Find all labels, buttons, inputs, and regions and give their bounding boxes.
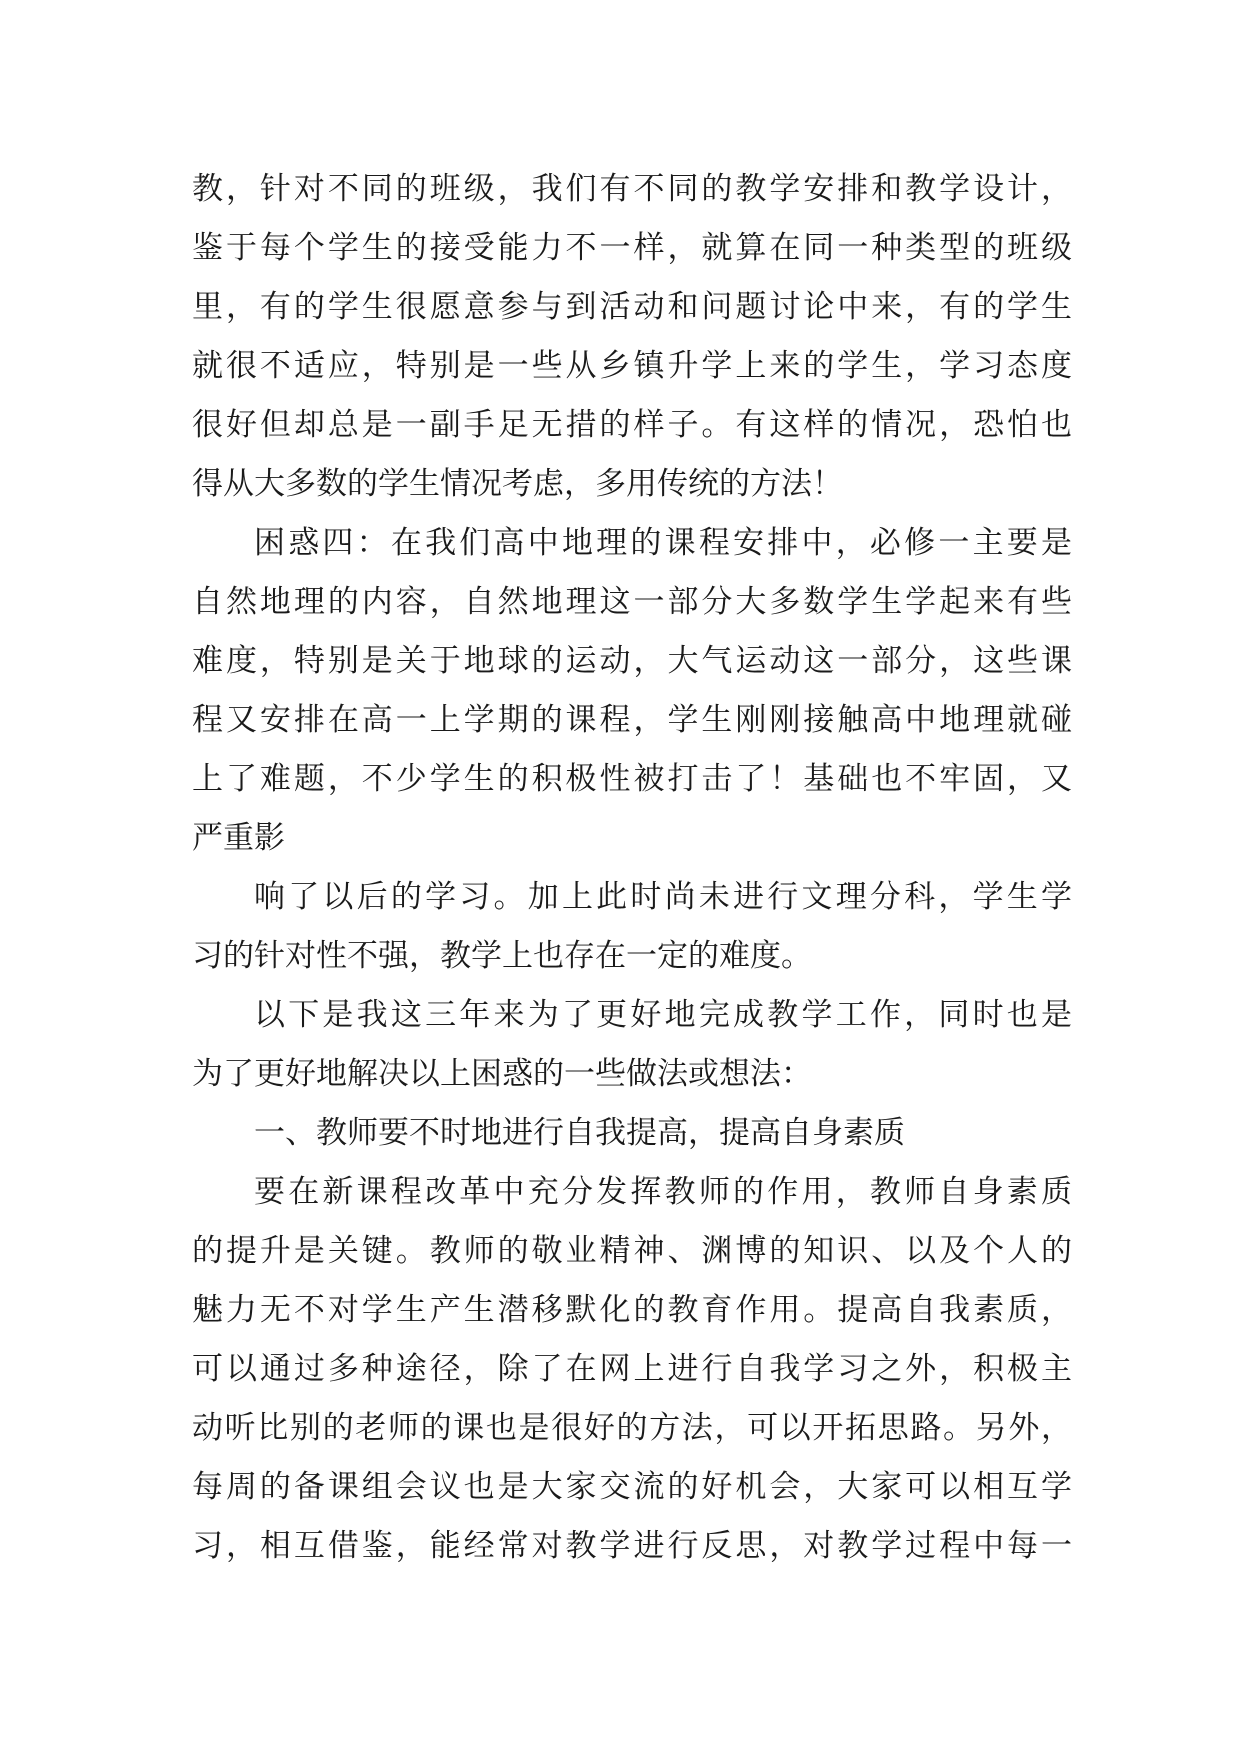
text-line: 里，有的学生很愿意参与到活动和问题讨论中来，有的学生 — [192, 289, 1072, 325]
text-line: 鉴于每个学生的接受能力不一样，就算在同一种类型的班级 — [192, 230, 1072, 266]
text-line: 每周的备课组会议也是大家交流的好机会，大家可以相互学 — [192, 1469, 1072, 1505]
text-line: 得从大多数的学生情况考虑，多用传统的方法！ — [192, 466, 843, 502]
text-line: 一、教师要不时地进行自我提高，提高自身素质 — [254, 1115, 905, 1151]
text-line: 要在新课程改革中充分发挥教师的作用，教师自身素质 — [254, 1174, 1072, 1210]
text-line: 为了更好地解决以上困惑的一些做法或想法： — [192, 1056, 812, 1092]
text-line: 习的针对性不强，教学上也存在一定的难度。 — [192, 938, 812, 974]
text-line: 程又安排在高一上学期的课程，学生刚刚接触高中地理就碰 — [192, 702, 1072, 738]
text-line: 困惑四：在我们高中地理的课程安排中，必修一主要是 — [254, 525, 1072, 561]
text-line: 严重影 — [192, 820, 285, 856]
text-line: 响了以后的学习。加上此时尚未进行文理分科，学生学 — [254, 879, 1072, 915]
text-line: 很好但却总是一副手足无措的样子。有这样的情况，恐怕也 — [192, 407, 1072, 443]
text-line: 的提升是关键。教师的敬业精神、渊博的知识、以及个人的 — [192, 1233, 1072, 1269]
text-line: 就很不适应，特别是一些从乡镇升学上来的学生，学习态度 — [192, 348, 1072, 384]
text-line: 难度，特别是关于地球的运动，大气运动这一部分，这些课 — [192, 643, 1072, 679]
body-text — [192, 160, 1072, 1576]
text-line: 习，相互借鉴，能经常对教学进行反思，对教学过程中每一 — [192, 1528, 1072, 1564]
text-line: 教，针对不同的班级，我们有不同的教学安排和教学设计， — [192, 171, 1072, 207]
text-line: 可以通过多种途径，除了在网上进行自我学习之外，积极主 — [192, 1351, 1072, 1387]
text-line: 上了难题，不少学生的积极性被打击了！基础也不牢固，又 — [192, 761, 1072, 797]
text-line: 自然地理的内容，自然地理这一部分大多数学生学起来有些 — [192, 584, 1072, 620]
text-line: 以下是我这三年来为了更好地完成教学工作，同时也是 — [254, 997, 1072, 1033]
text-line: 动听比别的老师的课也是很好的方法，可以开拓思路。另外， — [192, 1410, 1072, 1446]
text-line: 魅力无不对学生产生潜移默化的教育作用。提高自我素质， — [192, 1292, 1072, 1328]
